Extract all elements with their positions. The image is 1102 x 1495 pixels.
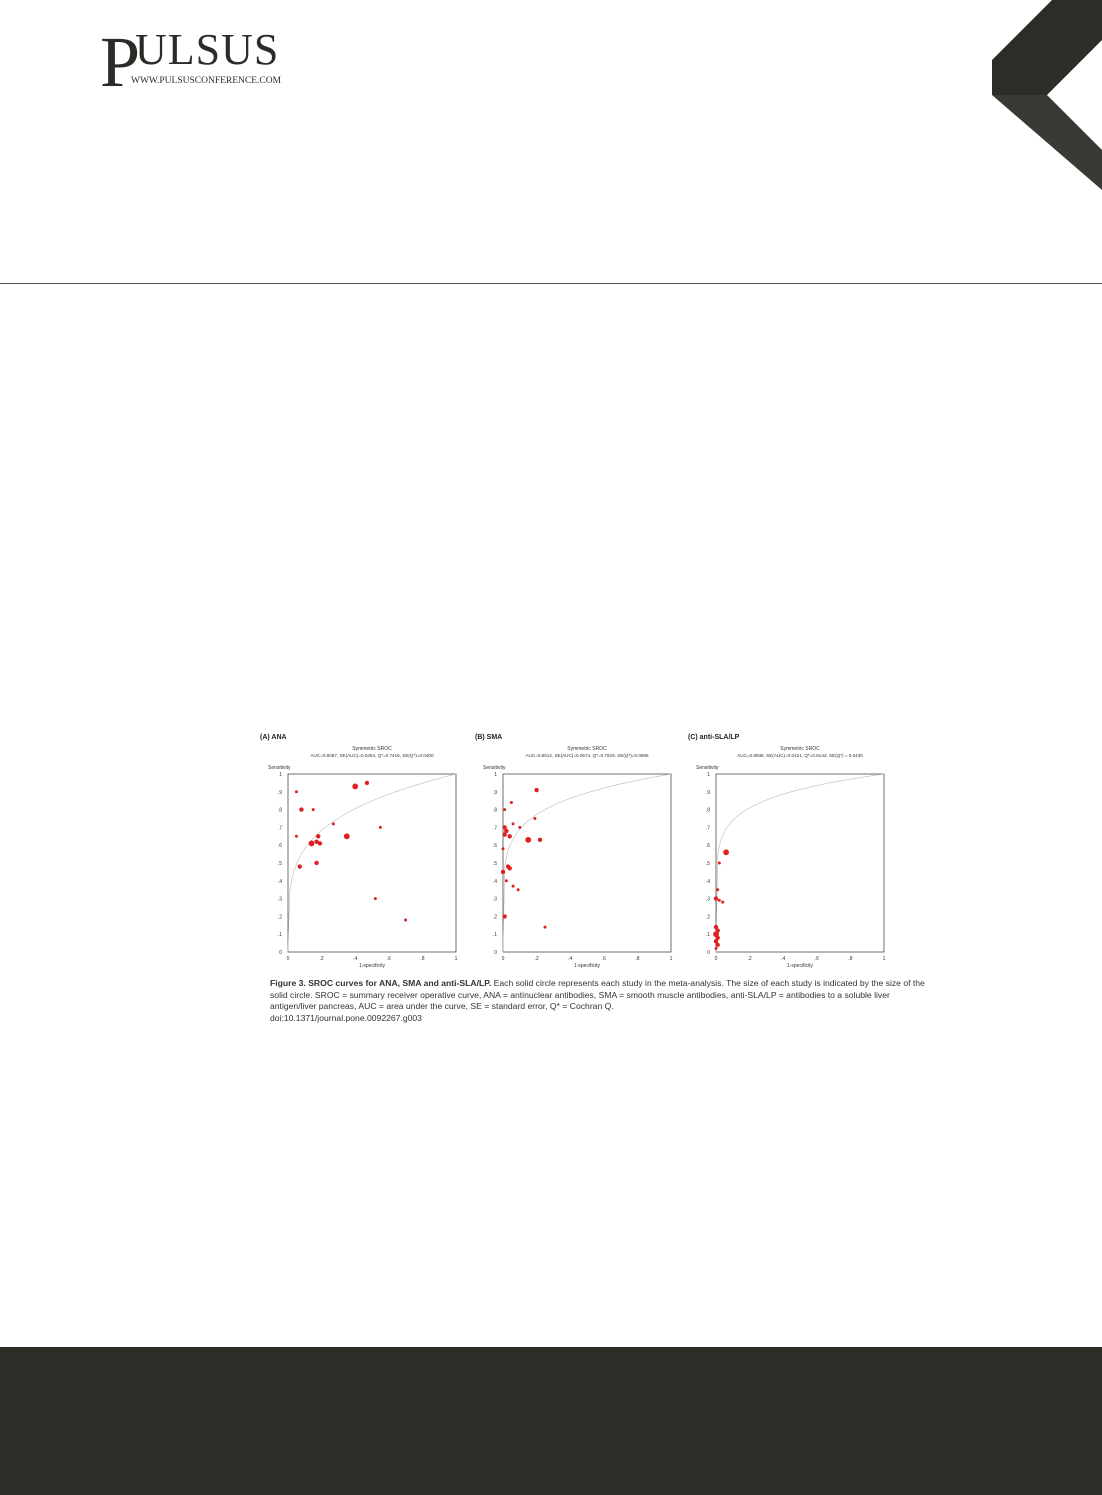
x-tick-label: .8 (420, 956, 425, 962)
caption-title: Figure 3. SROC curves for ANA, SMA and anti-SLA/LP. (270, 978, 492, 988)
study-point (309, 841, 315, 847)
x-tick-label: .2 (319, 956, 324, 962)
y-tick-label: .2 (705, 914, 710, 921)
y-tick-label: .5 (277, 861, 282, 867)
y-tick-label: .9 (705, 789, 710, 796)
corner-chevron-icon (992, 0, 1102, 190)
y-tick-label: .6 (492, 843, 497, 850)
study-point (716, 888, 719, 891)
study-point (501, 870, 505, 874)
study-point (502, 832, 506, 836)
y-tick-label: .1 (705, 932, 710, 939)
sroc-curve (288, 774, 456, 952)
study-point (538, 838, 542, 842)
x-axis-label: 1-specificity (786, 963, 814, 969)
logo-url: WWW.PULSUSCONFERENCE.COM (131, 76, 282, 86)
y-tick-label: .3 (277, 896, 282, 903)
x-tick-label: .2 (534, 956, 539, 962)
caption-body: Each solid circle represents each study in the meta-analysis. The size of each study is indicated by the size of the solid circle. SROC = summary receiver operative curve, ANA = antinuclear antibodies, SMA = smooth muscle antibodies, anti-SLA/LP = antibodies to a soluble liver antigen/liver pancreas, AUC = area under the curve, SE = standard error, Q* = Cochran Q. (270, 978, 925, 1012)
study-point (533, 817, 536, 820)
study-point (512, 885, 515, 888)
study-point (404, 918, 407, 921)
sroc-chart-anti-sla-lp (688, 730, 898, 975)
study-point (314, 861, 318, 865)
y-tick-label: .9 (492, 789, 497, 796)
sroc-curve (503, 774, 671, 952)
study-point (318, 841, 322, 845)
y-tick-label: .8 (705, 807, 710, 814)
caption-doi: doi:10.1371/journal.pone.0092267.g003 (270, 1012, 422, 1023)
study-point (503, 808, 506, 811)
study-point (502, 847, 505, 850)
y-tick-label: .5 (492, 861, 497, 867)
y-tick-label: 1 (279, 772, 282, 778)
study-point (299, 807, 303, 811)
y-tick-label: .9 (277, 789, 282, 796)
y-tick-label: .2 (277, 914, 282, 921)
y-tick-label: .8 (277, 807, 282, 814)
chart-title: Symmetric SROC (567, 746, 607, 752)
y-tick-label: .2 (492, 914, 497, 921)
study-point (502, 914, 506, 918)
y-tick-label: 1 (707, 772, 710, 778)
x-axis-label: 1-specificity (573, 963, 601, 969)
study-point (715, 947, 718, 950)
panel-anti-sla-lp (688, 730, 898, 975)
y-tick-label: 0 (707, 950, 710, 956)
y-tick-label: .1 (277, 932, 282, 939)
x-tick-label: 0 (286, 956, 290, 962)
y-tick-label: 0 (279, 950, 282, 956)
x-tick-label: .6 (386, 956, 391, 962)
study-point (379, 826, 382, 829)
study-point (365, 781, 369, 785)
y-tick-label: .6 (277, 843, 282, 850)
y-tick-label: .4 (492, 878, 497, 885)
y-axis-label: Sensitivity (483, 765, 506, 771)
y-tick-label: .5 (705, 861, 710, 867)
panel-label: (B) SMA (475, 734, 503, 741)
study-point (510, 801, 513, 804)
study-point (525, 837, 531, 843)
x-tick-label: 1 (454, 956, 458, 962)
panel-sma (475, 730, 685, 975)
y-tick-label: .3 (705, 896, 710, 903)
y-tick-label: .4 (705, 878, 710, 885)
x-tick-label: .8 (848, 956, 853, 962)
chart-subtitle: AUC=0.8838, SE(AUC)=0.0421, Q*=0.8143, SE(Q*) = 0.0430 (737, 753, 863, 758)
chart-subtitle: AUC=0.8612, SE(AUC)=0.0674, Q*=0.7919, SE(Q*)=0.0565 (525, 753, 649, 758)
figure-caption (270, 978, 930, 1024)
x-axis-label: 1-specificity (358, 963, 386, 969)
pulsus-logo[interactable] (100, 22, 300, 102)
study-point (352, 784, 358, 790)
y-tick-label: .3 (492, 896, 497, 903)
study-point (721, 901, 724, 904)
study-point (295, 835, 298, 838)
study-point (505, 879, 508, 882)
study-point (517, 888, 520, 891)
sroc-curve (716, 774, 884, 952)
y-tick-label: .7 (492, 825, 497, 832)
panel-ana (260, 730, 470, 975)
logo-initial: P (100, 22, 141, 102)
study-point (312, 808, 315, 811)
y-tick-label: .7 (277, 825, 282, 832)
x-tick-label: .4 (353, 956, 358, 962)
y-tick-label: 1 (494, 772, 497, 778)
y-tick-label: 0 (494, 950, 497, 956)
y-tick-label: .8 (492, 807, 497, 814)
sroc-chart-sma (475, 730, 685, 975)
study-point (298, 864, 302, 868)
study-point (344, 833, 350, 839)
plot-frame (716, 774, 884, 952)
study-point (544, 926, 547, 929)
x-tick-label: 1 (882, 956, 886, 962)
study-point (508, 866, 512, 870)
study-point (518, 826, 521, 829)
x-tick-label: 0 (714, 956, 718, 962)
study-point (718, 899, 721, 902)
study-point (374, 897, 377, 900)
panel-label: (A) ANA (260, 734, 287, 741)
chart-subtitle: AUC=0.8087, SE(AUC)=0.0454, Q*=0.7416, SE(Q*)=0.0400 (310, 753, 434, 758)
study-point (316, 834, 320, 838)
plot-frame (503, 774, 671, 952)
figure-3 (250, 730, 930, 1060)
study-point (508, 834, 512, 838)
y-tick-label: .1 (492, 932, 497, 939)
panel-label: (C) anti-SLA/LP (688, 734, 740, 741)
x-tick-label: .4 (781, 956, 786, 962)
x-tick-label: 1 (669, 956, 673, 962)
y-axis-label: Sensitivity (268, 765, 291, 771)
study-point (332, 822, 335, 825)
study-point (723, 849, 729, 855)
study-point (714, 896, 718, 900)
study-point (512, 822, 515, 825)
study-point (534, 788, 538, 792)
header-divider (0, 283, 1102, 284)
y-tick-label: .6 (705, 843, 710, 850)
y-tick-label: .4 (277, 878, 282, 885)
sroc-chart-ana (260, 730, 470, 975)
logo-wordmark: ULSUS (135, 25, 280, 74)
y-tick-label: .7 (705, 825, 710, 832)
x-tick-label: .4 (568, 956, 573, 962)
study-point (295, 790, 298, 793)
x-tick-label: 0 (501, 956, 505, 962)
footer-bar (0, 1347, 1102, 1495)
study-point (715, 943, 719, 947)
x-tick-label: .8 (635, 956, 640, 962)
chart-title: Symmetric SROC (780, 746, 820, 752)
x-tick-label: .6 (601, 956, 606, 962)
x-tick-label: .2 (747, 956, 752, 962)
study-point (718, 862, 721, 865)
x-tick-label: .6 (814, 956, 819, 962)
y-axis-label: Sensitivity (696, 765, 719, 771)
chart-title: Symmetric SROC (352, 746, 392, 752)
